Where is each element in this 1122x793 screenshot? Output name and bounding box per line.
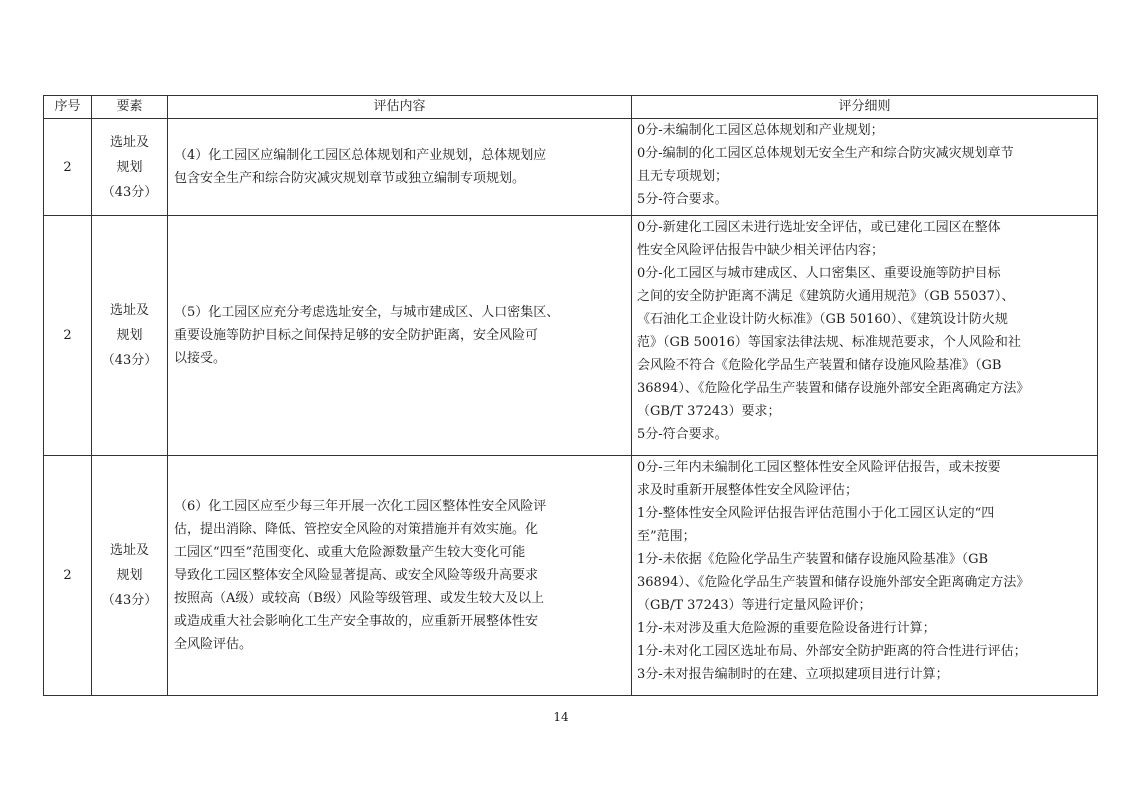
header-content: 评估内容 [168, 96, 632, 119]
table-header-row [44, 96, 1098, 119]
content-line: 以接受。 [174, 351, 227, 366]
content-line: 包含安全生产和综合防灾减灾规划章节或独立编制专项规划。 [174, 171, 526, 186]
row-no: 2 [44, 119, 92, 216]
detail-line: 0分-编制的化工园区总体规划无安全生产和综合防灾减灾规划章节 [637, 146, 1014, 161]
detail-line: 0分-化工园区与城市建成区、人口密集区、重要设施等防护目标 [637, 266, 1001, 281]
detail-line: 36894）、《危险化学品生产装置和储存设施外部安全距离确定方法》 [637, 575, 1030, 590]
content-line: （6）化工园区应至少每三年开展一次化工园区整体性安全风险评 [174, 499, 547, 514]
content-line: 工园区“四至”范围变化、或重大危险源数量产生较大变化可能 [174, 545, 526, 560]
detail-line: 求及时重新开展整体性安全风险评估； [637, 483, 859, 498]
detail-line: 3分-未对报告编制时的在建、立项拟建项目进行计算； [637, 667, 949, 682]
content-line: 按照高（A级）或较高（B级）风险等级管理、或发生较大及以上 [174, 591, 544, 606]
row-content [168, 456, 632, 696]
element-line: 选址及 [109, 303, 149, 318]
detail-line: 0分-未编制化工园区总体规划和产业规划； [637, 123, 884, 138]
evaluation-table-wrapper [43, 95, 1097, 696]
detail-line: 范》（GB 50016）等国家法律法规、标准规范要求，个人风险和社 [637, 335, 1021, 350]
detail-line: 且无专项规划； [637, 169, 729, 184]
content-line: 全风险评估。 [174, 637, 253, 652]
table-row [44, 216, 1098, 456]
detail-line: 至”范围； [637, 529, 696, 544]
detail-line: 5分-符合要求。 [637, 427, 728, 442]
row-no: 2 [44, 456, 92, 696]
content-line: 重要设施等防护目标之间保持足够的安全防护距离，安全风险可 [174, 328, 539, 343]
element-line: （43分） [101, 593, 158, 608]
detail-line: 之间的安全防护距离不满足《建筑防火通用规范》（GB 55037）、 [637, 289, 1015, 304]
detail-line: （GB/T 37243）等进行定量风险评价； [637, 598, 872, 613]
detail-line: 0分-三年内未编制化工园区整体性安全风险评估报告，或未按要 [637, 460, 1001, 475]
row-element [92, 456, 168, 696]
element-line: 规划 [116, 568, 143, 583]
row-no: 2 [44, 216, 92, 456]
element-line: 选址及 [109, 134, 149, 150]
element-line: 规划 [116, 328, 143, 343]
content-line: （4）化工园区应编制化工园区总体规划和产业规划，总体规划应 [174, 148, 547, 163]
content-line: 导致化工园区整体安全风险显著提高、或安全风险等级升高要求 [174, 568, 539, 583]
detail-line: 1分-未对涉及重大危险源的重要危险设备进行计算； [637, 621, 936, 636]
header-no: 序号 [44, 96, 92, 119]
row-detail [632, 456, 1098, 696]
detail-line: 36894）、《危险化学品生产装置和储存设施外部安全距离确定方法》 [637, 381, 1030, 396]
detail-line: 《石油化工企业设计防火标准》（GB 50160）、《建筑设计防火规 [637, 312, 1008, 327]
detail-line: 1分-整体性安全风险评估报告评估范围小于化工园区认定的“四 [637, 506, 995, 521]
evaluation-table [43, 95, 1098, 696]
row-element [92, 216, 168, 456]
row-detail [632, 119, 1098, 216]
element-line: 规划 [116, 159, 143, 175]
row-content [168, 119, 632, 216]
detail-line: 会风险不符合《危险化学品生产装置和储存设施风险基准》（GB [637, 358, 1002, 373]
detail-line: （GB/T 37243）要求； [637, 404, 781, 419]
content-line: （5）化工园区应充分考虑选址安全，与城市建成区、人口密集区、 [174, 305, 560, 320]
header-element: 要素 [92, 96, 168, 119]
element-line: 选址及 [109, 543, 149, 558]
detail-line: 0分-新建化工园区未进行选址安全评估，或已建化工园区在整体 [637, 220, 1001, 235]
content-line: 或造成重大社会影响化工生产安全事故的，应重新开展整体性安 [174, 614, 539, 629]
detail-line: 1分-未依据《危险化学品生产装置和储存设施风险基准》（GB [637, 552, 989, 567]
table-row [44, 119, 1098, 216]
detail-line: 性安全风险评估报告中缺少相关评估内容； [637, 243, 885, 258]
row-detail [632, 216, 1098, 456]
detail-line: 5分-符合要求。 [637, 192, 728, 207]
element-line: （43分） [101, 184, 158, 200]
header-detail: 评分细则 [632, 96, 1098, 119]
row-element [92, 119, 168, 216]
row-content [168, 216, 632, 456]
content-line: 估，提出消除、降低、管控安全风险的对策措施并有效实施。化 [174, 522, 539, 537]
element-line: （43分） [101, 353, 158, 368]
detail-line: 1分-未对化工园区选址布局、外部安全防护距离的符合性进行评估； [637, 644, 1027, 659]
page-number: 14 [553, 710, 569, 724]
table-row [44, 456, 1098, 696]
